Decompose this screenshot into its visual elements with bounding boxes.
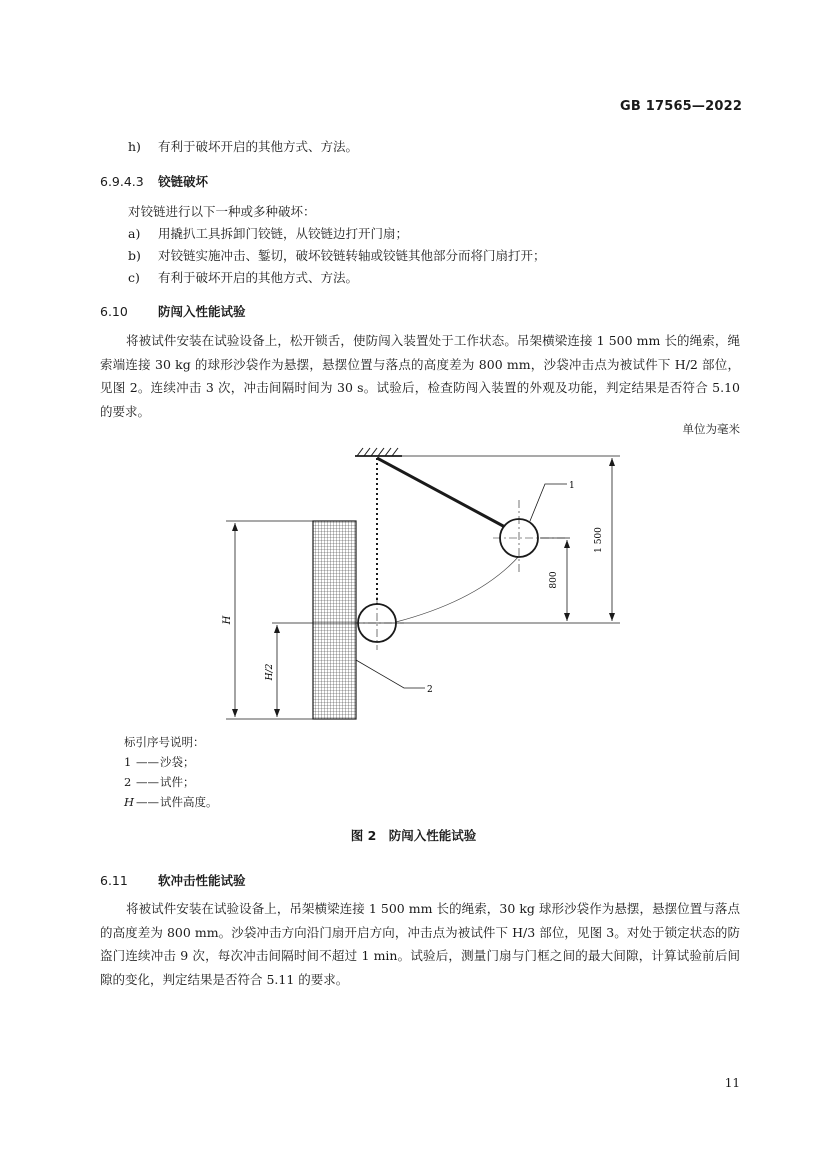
callout-1-label: 1 [569, 481, 575, 491]
legend-text: 沙袋； [160, 755, 195, 769]
dimension-H-label: H [222, 615, 233, 625]
legend-text: 试件； [160, 775, 195, 789]
sandbag-impact [352, 597, 404, 650]
list-label: b) [128, 248, 141, 263]
dimension-1500-label: 1 500 [594, 527, 604, 553]
section-number: 6.9.4.3 [100, 174, 144, 189]
section-title: 铰链破坏 [158, 174, 209, 189]
legend-title: 标引序号说明： [124, 735, 205, 749]
legend-key: 1 [124, 755, 132, 769]
legend-sep: —— [136, 755, 159, 769]
list-label: h) [128, 139, 141, 154]
list-label: a) [128, 226, 141, 241]
callout-2-leader [356, 660, 425, 688]
list-text: 对铰链实施冲击、錾切，破坏铰链转轴或铰链其他部分而将门扇打开； [158, 248, 546, 263]
figure-caption: 图 2 防闯入性能试验 [350, 828, 477, 843]
unit-note: 单位为毫米 [682, 422, 740, 436]
legend-text: 试件高度。 [160, 795, 218, 809]
section-title: 软冲击性能试验 [158, 873, 246, 888]
callout-2-label: 2 [427, 685, 433, 695]
ceiling-anchor [355, 448, 402, 456]
dimension-1500 [609, 458, 615, 621]
dimension-800 [564, 540, 570, 621]
rope-raised-position [377, 458, 505, 527]
legend-item-1 [124, 752, 195, 772]
section-heading-6-11 [100, 871, 246, 889]
legend-key: 2 [124, 775, 132, 789]
callout-1-leader [530, 484, 567, 521]
legend-item-2 [124, 772, 195, 792]
legend-item-H [124, 792, 218, 812]
section-body-6-10: 将被试件安装在试验设备上，松开锁舌，使防闯入装置处于工作状态。吊架横梁连接 1 500 mm 长的绳索，绳索端连接 30 kg 的球形沙袋作为悬摆，悬摆位置与落点的高度差为 800 mm，沙袋冲击点为被试件下 H/2 部位，见图 2。连续冲击 3 次，冲击间隔时间为 30 s。试验后，检查防闯入装置的外观及功能，判定结果是否符合 5.10 的要求。 [100, 333, 740, 419]
section-number: 6.10 [100, 304, 128, 319]
section-title: 防闯入性能试验 [158, 304, 246, 319]
dimension-800-label: 800 [549, 571, 559, 589]
list-text: 有利于破坏开启的其他方式、方法。 [158, 270, 359, 285]
sandbag-raised [493, 500, 566, 575]
page-number: 11 [724, 1076, 740, 1090]
dimension-H2-label: H/2 [265, 663, 275, 681]
dimension-H [226, 521, 313, 719]
section-number: 6.11 [100, 873, 128, 888]
standard-code: GB 17565—2022 [620, 99, 743, 114]
list-label: c) [128, 270, 140, 285]
legend-sep: —— [136, 775, 159, 789]
section-intro: 对铰链进行以下一种或多种破坏： [128, 204, 316, 219]
swing-arc [396, 555, 520, 622]
legend-sep: —— [136, 795, 159, 809]
list-text: 用撬扒工具拆卸门铰链，从铰链边打开门扇； [158, 226, 409, 241]
specimen-door [313, 521, 356, 719]
legend-key: H [124, 795, 135, 809]
list-text: 有利于破坏开启的其他方式、方法。 [158, 139, 359, 154]
section-body-6-11: 将被试件安装在试验设备上，吊架横梁连接 1 500 mm 长的绳索，30 kg 球形沙袋作为悬摆，悬摆位置与落点的高度差为 800 mm。沙袋冲击方向沿门扇开启方向，冲击点为被试件下 H/3 部位，见图 3。对处于锁定状态的防盗门连续冲击 9 次，每次冲击间隔时间不超过 1 min。试验后，测量门扇与门框之间的最大间隙，计算试验前后间隙的变化，判定结果是否符合 5.11 的要求。 [100, 901, 740, 987]
